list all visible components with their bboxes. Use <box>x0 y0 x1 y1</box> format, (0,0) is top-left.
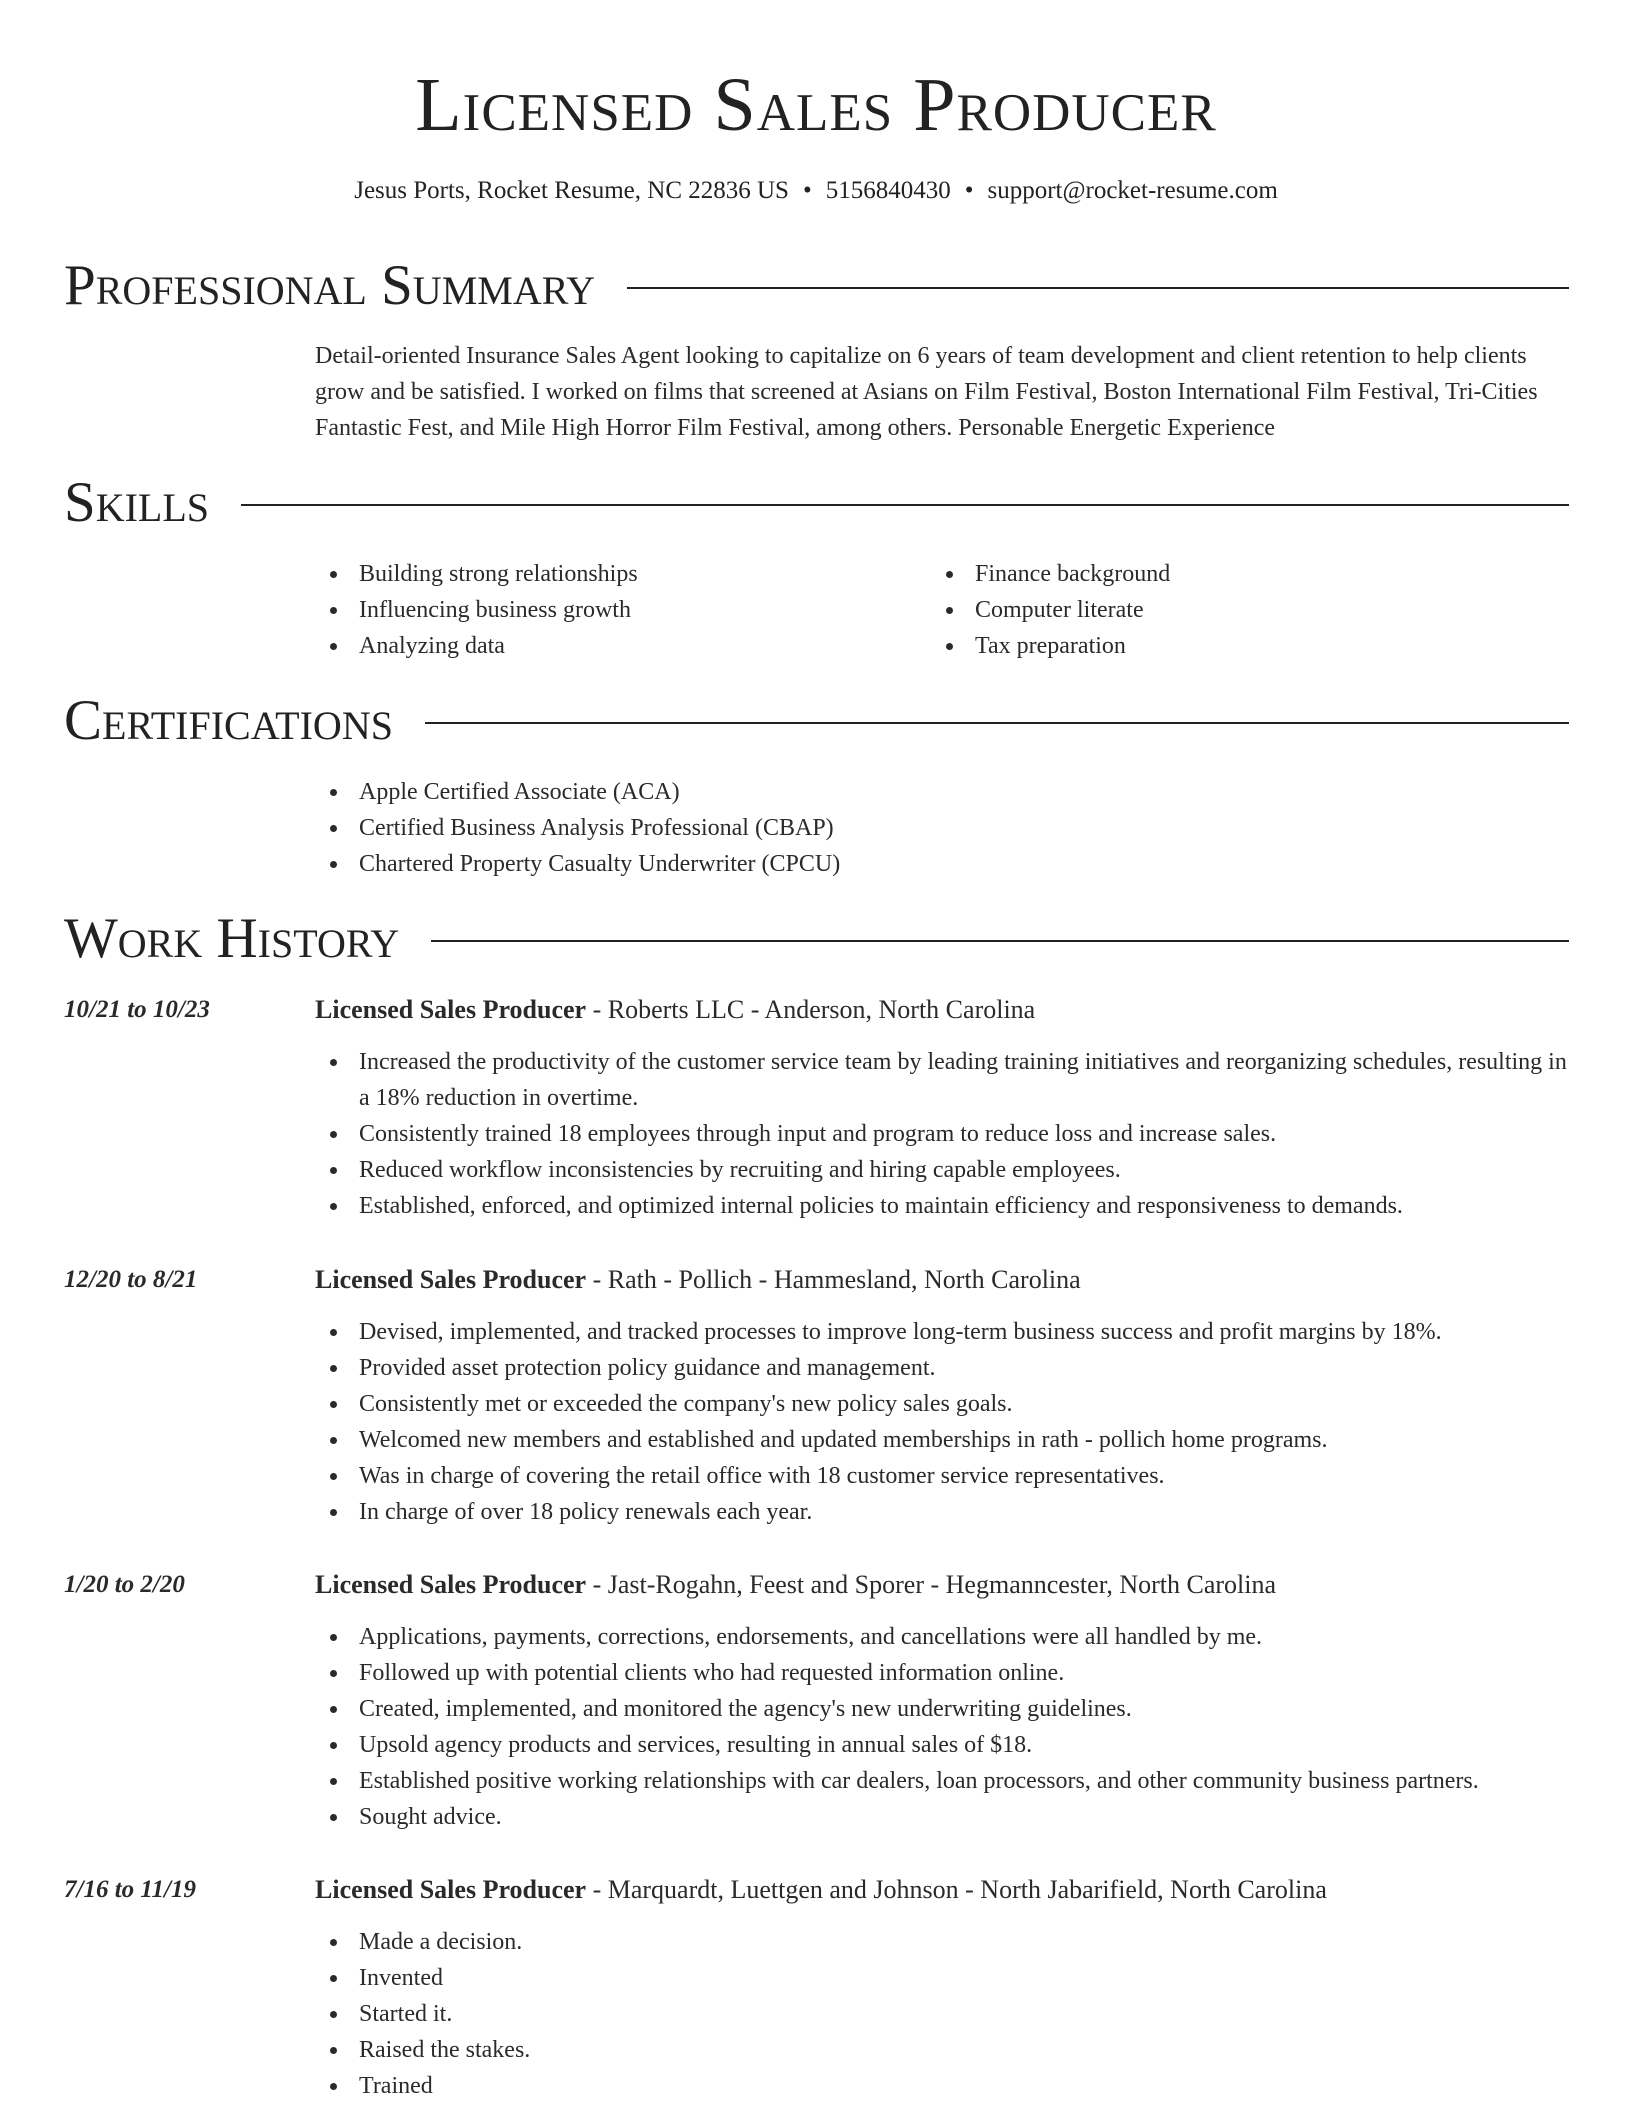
skill-item: Building strong relationships <box>315 556 875 592</box>
section-divider <box>431 940 1569 942</box>
job-role: Licensed Sales Producer <box>315 995 587 1024</box>
skills-list-left <box>315 556 875 664</box>
contact-phone: 5156840430 <box>825 177 951 204</box>
job-role: Licensed Sales Producer <box>315 1265 587 1294</box>
job-bullet: Upsold agency products and services, resulting in annual sales of $18. <box>315 1727 1570 1763</box>
certification-item: Apple Certified Associate (ACA) <box>315 774 1570 810</box>
job-title-line <box>315 992 1570 1028</box>
job-employer: - Marquardt, Luettgen and Johnson - North Jabarifield, North Carolina <box>586 1875 1327 1904</box>
job-bullet: Established positive working relationships with car dealers, loan processors, and other community business partners. <box>315 1763 1570 1799</box>
work-history-section-heading <box>64 906 1569 972</box>
job-dates: 12/20 to 8/21 <box>64 1266 198 1293</box>
skills-section-heading <box>64 470 1569 536</box>
skills-title: Skills <box>64 471 210 534</box>
job-bullet: Invented <box>315 1960 1570 1996</box>
job-bullet: Made a decision. <box>315 1924 1570 1960</box>
job-bullet: Consistently trained 18 employees through input and program to reduce loss and increase sales. <box>315 1116 1570 1152</box>
page-title: Licensed Sales Producer <box>415 63 1217 147</box>
job-bullet: Devised, implemented, and tracked processes to improve long-term business success and profit margins by 18%. <box>315 1314 1570 1350</box>
contact-separator: • <box>964 177 974 204</box>
job-bullet: Started it. <box>315 1996 1570 2032</box>
job-bullet: Established, enforced, and optimized internal policies to maintain efficiency and responsiveness to demands. <box>315 1188 1570 1224</box>
job-bullet: Provided asset protection policy guidance and management. <box>315 1350 1570 1386</box>
certifications-title: Certifications <box>64 689 393 752</box>
job-dates: 7/16 to 11/19 <box>64 1876 196 1903</box>
job-title-line <box>315 1567 1570 1603</box>
job-bullet: Applications, payments, corrections, endorsements, and cancellations were all handled by me. <box>315 1619 1570 1655</box>
job-bullet: Created, implemented, and monitored the agency's new underwriting guidelines. <box>315 1691 1570 1727</box>
job-employer: - Rath - Pollich - Hammesland, North Carolina <box>586 1265 1081 1294</box>
job-bullet: Sought advice. <box>315 1799 1570 1835</box>
certifications-section-heading <box>64 688 1569 754</box>
job-bullet: Reduced workflow inconsistencies by recruiting and hiring capable employees. <box>315 1152 1570 1188</box>
job-bullet: Raised the stakes. <box>315 2032 1570 2068</box>
job-bullet: Increased the productivity of the customer service team by leading training initiatives and reorganizing schedules, resulting in a 18% reduction in overtime. <box>315 1044 1570 1116</box>
skill-item: Tax preparation <box>931 628 1491 664</box>
certifications-list <box>315 774 1570 882</box>
job-bullet: Consistently met or exceeded the company's new policy sales goals. <box>315 1386 1570 1422</box>
job-bullet: Welcomed new members and established and updated memberships in rath - pollich home programs. <box>315 1422 1570 1458</box>
contact-separator: • <box>802 177 812 204</box>
job-bullet: Was in charge of covering the retail office with 18 customer service representatives. <box>315 1458 1570 1494</box>
certification-item: Chartered Property Casualty Underwriter (CPCU) <box>315 846 1570 882</box>
skill-item: Computer literate <box>931 592 1491 628</box>
contact-address: Jesus Ports, Rocket Resume, NC 22836 US <box>354 177 789 204</box>
job-bullet-list <box>315 1619 1570 1835</box>
skill-item: Analyzing data <box>315 628 875 664</box>
summary-title: Professional Summary <box>64 254 596 317</box>
job-bullet: Trained <box>315 2068 1570 2104</box>
job-role: Licensed Sales Producer <box>315 1875 587 1904</box>
section-divider <box>425 722 1569 724</box>
job-title-line <box>315 1262 1570 1298</box>
job-bullet-list <box>315 1314 1570 1530</box>
job-dates: 1/20 to 2/20 <box>64 1571 185 1598</box>
job-role: Licensed Sales Producer <box>315 1570 587 1599</box>
skill-item: Finance background <box>931 556 1491 592</box>
job-bullet-list <box>315 1044 1570 1224</box>
section-divider <box>627 287 1569 289</box>
job-title-line <box>315 1872 1570 1908</box>
work-history-title: Work History <box>64 907 400 970</box>
job-employer: - Roberts LLC - Anderson, North Carolina <box>586 995 1036 1024</box>
contact-email: support@rocket-resume.com <box>987 177 1278 204</box>
summary-section-heading <box>64 253 1569 319</box>
job-bullet-list <box>315 1924 1570 2104</box>
summary-text: Detail-oriented Insurance Sales Agent looking to capitalize on 6 years of team development and client retention to help clients grow and be satisfied. I worked on films that screened at Asians on Film Festival, Boston International Film Festival, Tri-Cities Fantastic Fest, and Mile High Horror Film Festival, among others. Personable Energetic Experience <box>315 343 1538 441</box>
job-bullet: Followed up with potential clients who had requested information online. <box>315 1655 1570 1691</box>
job-dates: 10/21 to 10/23 <box>64 996 210 1023</box>
skill-item: Influencing business growth <box>315 592 875 628</box>
certification-item: Certified Business Analysis Professional (CBAP) <box>315 810 1570 846</box>
contact-line <box>0 174 1632 208</box>
job-employer: - Jast-Rogahn, Feest and Sporer - Hegmanncester, North Carolina <box>586 1570 1277 1599</box>
job-bullet: In charge of over 18 policy renewals each year. <box>315 1494 1570 1530</box>
section-divider <box>241 504 1569 506</box>
skills-list-right <box>931 556 1491 664</box>
